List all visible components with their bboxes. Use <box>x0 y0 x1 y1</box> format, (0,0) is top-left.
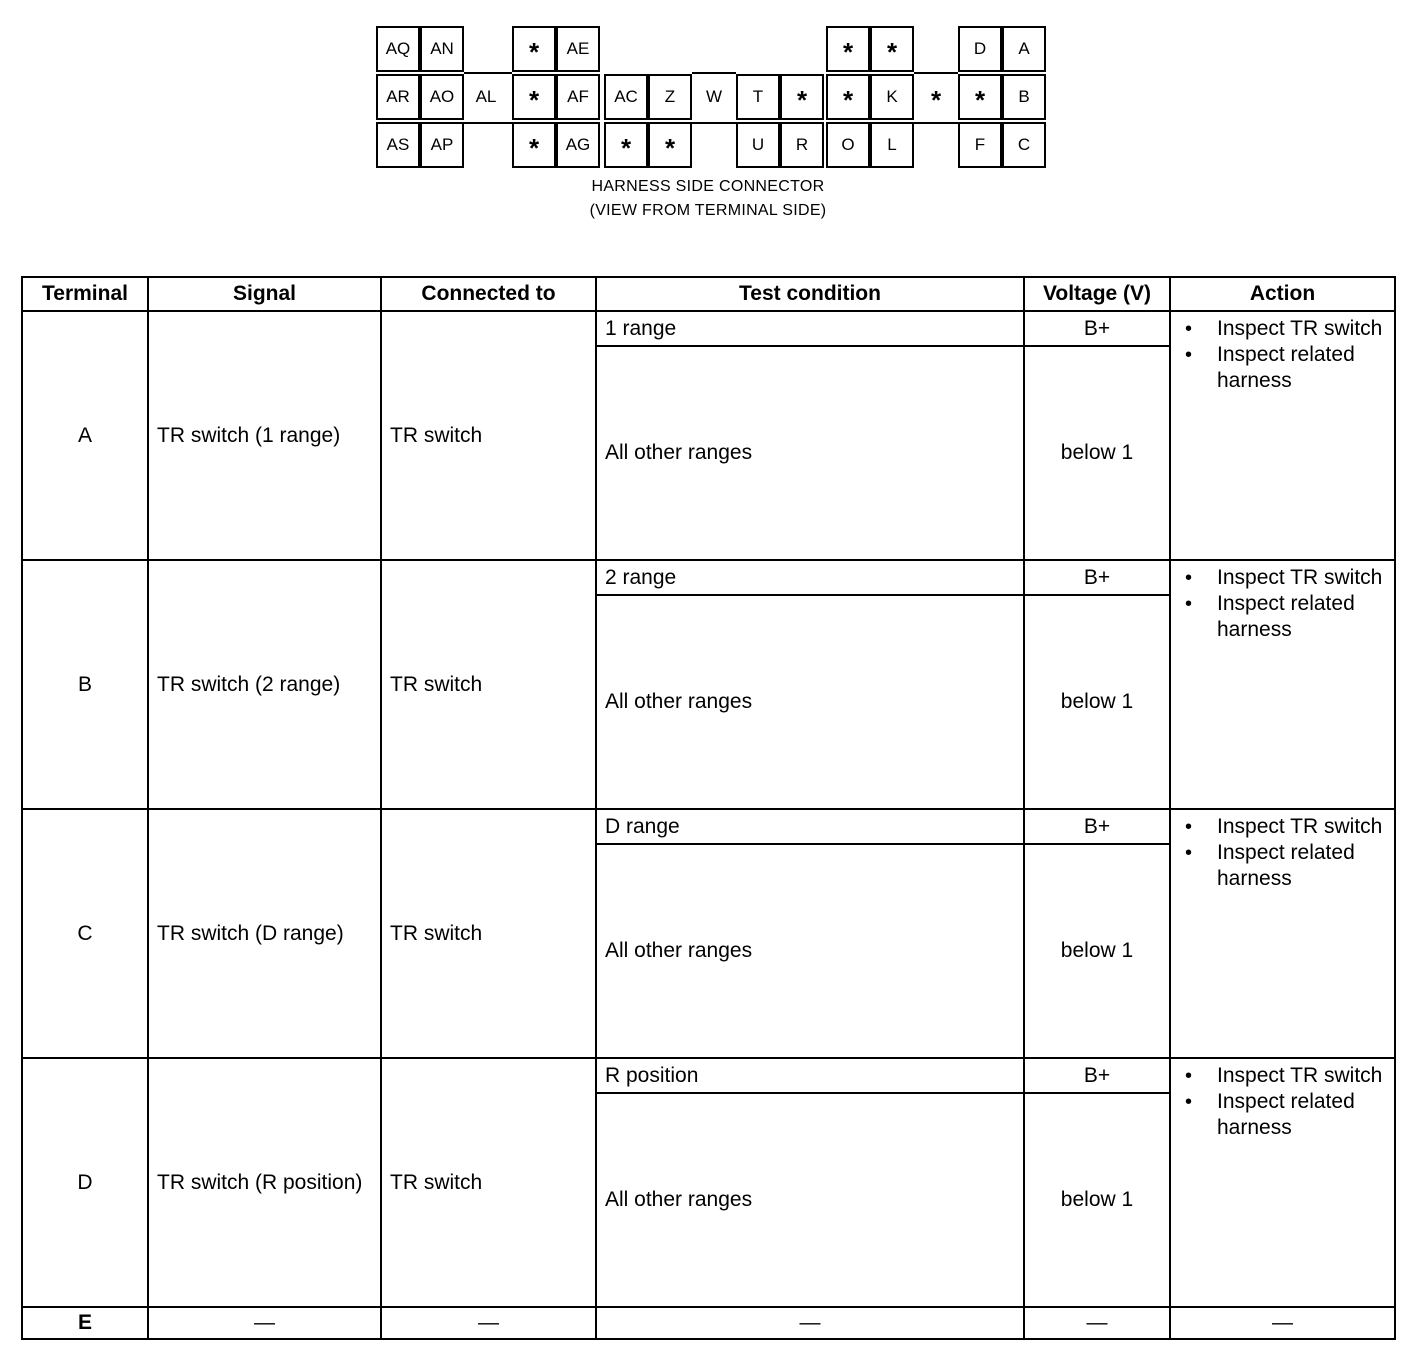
connector-pin: F <box>958 122 1002 168</box>
connector-pin: U <box>736 122 780 168</box>
header-connected-to: Connected to <box>381 277 596 311</box>
connector-pin: A <box>1002 26 1046 72</box>
connector-pin: C <box>1002 122 1046 168</box>
connector-pin: AO <box>420 74 464 120</box>
voltage-cell: B+ <box>1024 1058 1170 1093</box>
action-item: • Inspect related harness <box>1185 591 1390 643</box>
connected-to-cell: TR switch <box>381 809 596 1058</box>
table-row <box>22 560 1395 595</box>
connector-pin: AQ <box>376 26 420 72</box>
test-condition-cell: R position <box>596 1058 1024 1093</box>
action-item: • Inspect related harness <box>1185 1089 1390 1141</box>
test-condition-cell: — <box>596 1307 1024 1339</box>
voltage-cell: below 1 <box>1024 844 1170 1058</box>
connector-pin: O <box>826 122 870 168</box>
signal-cell: — <box>148 1307 381 1339</box>
voltage-cell: B+ <box>1024 809 1170 844</box>
voltage-cell: below 1 <box>1024 595 1170 809</box>
test-condition-cell: All other ranges <box>596 595 1024 809</box>
connector-rail <box>692 122 736 124</box>
table-header-row <box>22 277 1395 311</box>
test-condition-cell: D range <box>596 809 1024 844</box>
signal-cell: TR switch (R position) <box>148 1058 381 1307</box>
connector-pin: AE <box>556 26 600 72</box>
connector-pin-unused: * <box>512 26 556 72</box>
voltage-cell: — <box>1024 1307 1170 1339</box>
connector-pin-unused: * <box>512 74 556 120</box>
table-row <box>22 809 1395 844</box>
terminal-cell: B <box>22 560 148 809</box>
action-item: • Inspect TR switch <box>1185 1063 1390 1089</box>
header-terminal: Terminal <box>22 277 148 311</box>
header-test-condition: Test condition <box>596 277 1024 311</box>
connector-pin-unused: * <box>780 74 824 120</box>
header-voltage: Voltage (V) <box>1024 277 1170 311</box>
connector-pin-unused: * <box>930 84 942 115</box>
connector-caption-line2: (VIEW FROM TERMINAL SIDE) <box>589 202 827 219</box>
connector-pin: AC <box>604 74 648 120</box>
connector-pin-unused: * <box>870 26 914 72</box>
connector-pin: AP <box>420 122 464 168</box>
connector-pin: AN <box>420 26 464 72</box>
action-cell <box>1170 560 1395 809</box>
table-row <box>22 1307 1395 1339</box>
terminal-cell: D <box>22 1058 148 1307</box>
test-condition-cell: 1 range <box>596 311 1024 346</box>
connector-pin: T <box>736 74 780 120</box>
signal-cell: TR switch (1 range) <box>148 311 381 560</box>
connector-pin: AL <box>475 87 497 106</box>
voltage-cell: B+ <box>1024 560 1170 595</box>
action-item: • Inspect TR switch <box>1185 565 1390 591</box>
connector-pin-unused: * <box>512 122 556 168</box>
test-condition-cell: All other ranges <box>596 1093 1024 1307</box>
voltage-cell: below 1 <box>1024 346 1170 560</box>
action-cell <box>1170 1058 1395 1307</box>
connector-pin: R <box>780 122 824 168</box>
terminal-cell: A <box>22 311 148 560</box>
connector-pin: AR <box>376 74 420 120</box>
harness-connector-diagram <box>0 0 1408 230</box>
signal-cell: TR switch (D range) <box>148 809 381 1058</box>
connector-pin: AS <box>376 122 420 168</box>
header-signal: Signal <box>148 277 381 311</box>
test-condition-cell: 2 range <box>596 560 1024 595</box>
action-item: • Inspect related harness <box>1185 342 1390 394</box>
test-condition-cell: All other ranges <box>596 346 1024 560</box>
terminal-voltage-table <box>21 276 1396 1340</box>
connector-pin-unused: * <box>826 26 870 72</box>
connected-to-cell: TR switch <box>381 1058 596 1307</box>
action-cell <box>1170 809 1395 1058</box>
voltage-cell: below 1 <box>1024 1093 1170 1307</box>
action-cell: — <box>1170 1307 1395 1339</box>
terminal-cell: C <box>22 809 148 1058</box>
connected-to-cell: — <box>381 1307 596 1339</box>
connector-pin-unused: * <box>826 74 870 120</box>
connector-pin: W <box>705 87 723 106</box>
connector-pin: K <box>870 74 914 120</box>
connected-to-cell: TR switch <box>381 560 596 809</box>
connector-caption-line1: HARNESS SIDE CONNECTOR <box>591 178 825 195</box>
test-condition-cell: All other ranges <box>596 844 1024 1058</box>
table-row <box>22 311 1395 346</box>
connector-rail <box>914 122 958 124</box>
connector-pin: AF <box>556 74 600 120</box>
terminal-cell: E <box>22 1307 148 1339</box>
signal-cell: TR switch (2 range) <box>148 560 381 809</box>
action-cell <box>1170 311 1395 560</box>
connector-rail <box>464 122 512 124</box>
connector-pin-unused: * <box>648 122 692 168</box>
connector-pin: L <box>870 122 914 168</box>
connected-to-cell: TR switch <box>381 311 596 560</box>
connector-pin: Z <box>648 74 692 120</box>
connector-pin-unused: * <box>604 122 648 168</box>
action-item: • Inspect related harness <box>1185 840 1390 892</box>
connector-pin: B <box>1002 74 1046 120</box>
connector-pin: AG <box>556 122 600 168</box>
voltage-cell: B+ <box>1024 311 1170 346</box>
action-item: • Inspect TR switch <box>1185 316 1390 342</box>
table-row <box>22 1058 1395 1093</box>
header-action: Action <box>1170 277 1395 311</box>
connector-pin: D <box>958 26 1002 72</box>
connector-pin-unused: * <box>958 74 1002 120</box>
action-item: • Inspect TR switch <box>1185 814 1390 840</box>
